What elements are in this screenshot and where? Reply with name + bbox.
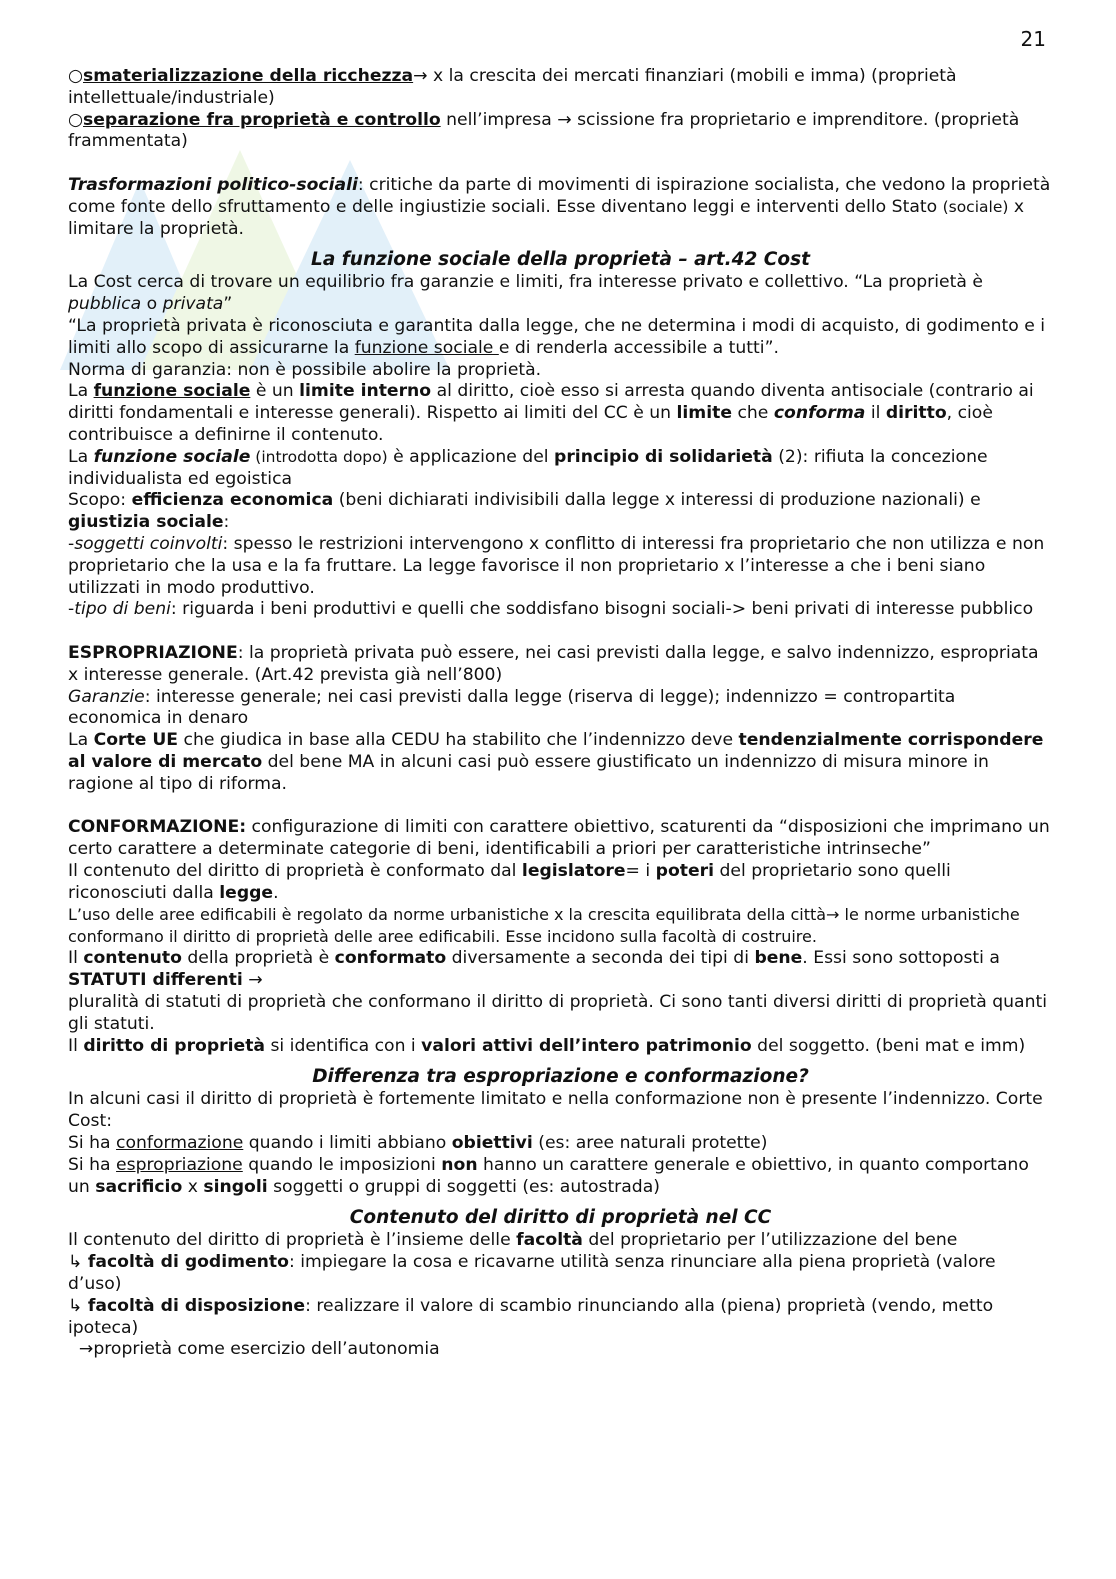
paragraph-k3: ↳ facoltà di disposizione: realizzare il valore di scambio rinunciando alla (piena) proprietà (vendo, metto ipoteca) xyxy=(68,1295,994,1338)
paragraph-d3: Si ha espropriazione quando le imposizioni non hanno un carattere generale e obiettivo, in quanto comportano un sacrificio x singoli soggetti o gruppi di soggetti (es: autostrada) xyxy=(68,1154,1029,1197)
paragraph-f7: -soggetti coinvolti: spesso le restrizioni intervengono x conflitto di interessi fra proprietario che non utilizza e non proprietario che la usa e la fa fruttare. La legge favorisce il non proprietario x l’interesse a che i beni siano utilizzati in modo produttivo. xyxy=(68,533,1045,598)
paragraph-c3: L’uso delle aree edificabili è regolato da norme urbanistiche x la crescita equilibrata della città→ le norme urbanistiche conformano il diritto di proprietà delle aree edificabili. Esse incidono sulla facoltà di costruire. xyxy=(68,905,1020,947)
return-arrow-icon: ↳ xyxy=(68,1295,88,1316)
bullet-icon: ○ xyxy=(68,66,83,86)
paragraph-f8: -tipo di beni: riguarda i beni produttivi e quelli che soddisfano bisogni sociali-> beni privati di interesse pubblico xyxy=(68,599,1034,620)
paragraph-c2: Il contenuto del diritto di proprietà è conformato dal legislatore= i poteri del proprietario sono quelli riconosciuti dalla legge. xyxy=(68,860,951,903)
return-arrow-icon: ↳ xyxy=(68,1252,88,1273)
paragraph-conformazione: CONFORMAZIONE: configurazione di limiti con carattere obiettivo, scaturenti da “disposizioni che imprimano un certo carattere a determinate categorie di beni, identificabili a priori per caratteristiche intrinseche” xyxy=(68,817,1050,860)
bullet-icon: ○ xyxy=(68,109,83,130)
document-body xyxy=(68,66,1053,1361)
paragraph-f6: Scopo: efficienza economica (beni dichiarati indivisibili dalla legge x interessi di produzione nazionali) e giustizia sociale: xyxy=(68,490,981,533)
paragraph-f4: La funzione sociale è un limite interno al diritto, cioè esso si arresta quando diventa antisociale (contrario ai diritti fondamentali e interesse generali). Rispetto ai limiti del CC è un limite che conforma il diritto, cioè contribuisce a definirne il contenuto. xyxy=(68,381,1034,445)
paragraph-f1: La Cost cerca di trovare un equilibrio fra garanzie e limiti, fra interesse privato e collettivo. “La proprietà è pubblica o privata” xyxy=(68,272,983,315)
paragraph-espropriazione: ESPROPRIAZIONE: la proprietà privata può essere, nei casi previsti dalla legge, e salvo indennizzo, espropriata x interesse generale. (Art.42 prevista già nell’800) xyxy=(68,642,1039,685)
section-heading-funzione-sociale: La funzione sociale della proprietà – art.42 Cost xyxy=(311,249,810,271)
section-heading-contenuto: Contenuto del diritto di proprietà nel CC xyxy=(349,1207,772,1229)
paragraph-f2: “La proprietà privata è riconosciuta e garantita dalla legge, che ne determina i modi di acquisto, di godimento e i limiti allo scopo di assicurarne la funzione sociale e di renderla accessibile a tutti”. xyxy=(68,315,1046,358)
paragraph-f5: La funzione sociale (introdotta dopo) è applicazione del principio di solidarietà (2): rifiuta la concezione individualista ed egoistica xyxy=(68,446,988,489)
paragraph-c6: Il diritto di proprietà si identifica con i valori attivi dell’intero patrimonio del soggetto. (beni mat e imm) xyxy=(68,1035,1026,1056)
paragraph-separazione: ○separazione fra proprietà e controllo nell’impresa → scissione fra proprietario e imprenditore. (proprietà frammentata) xyxy=(68,109,1020,152)
paragraph-k4: →proprietà come esercizio dell’autonomia xyxy=(68,1339,440,1360)
paragraph-d1: In alcuni casi il diritto di proprietà è fortemente limitato e nella conformazione non è presente l’indennizzo. Corte Cost: xyxy=(68,1089,1043,1132)
paragraph-f3: Norma di garanzia: non è possibile abolire la proprietà. xyxy=(68,359,542,380)
paragraph-trasformazioni: Trasformazioni politico-sociali: critiche da parte di movimenti di ispirazione socialista, che vedono la proprietà come fonte dello sfruttamento e delle ingiustizie sociali. Esse diventano leggi e interventi dello Stato (sociale) x limitare la proprietà. xyxy=(68,174,1051,239)
paragraph-d2: Si ha conformazione quando i limiti abbiano obiettivi (es: aree naturali protette) xyxy=(68,1133,768,1154)
section-heading-differenza: Differenza tra espropriazione e conformazione? xyxy=(312,1066,809,1088)
paragraph-smaterializzazione: ○smaterializzazione della ricchezza→ x la crescita dei mercati finanziari (mobili e imma) (proprietà intellettuale/industriale) xyxy=(68,66,957,108)
paragraph-k1: Il contenuto del diritto di proprietà è l’insieme delle facoltà del proprietario per l’utilizzazione del bene xyxy=(68,1230,958,1251)
page-number: 21 xyxy=(1020,27,1046,51)
paragraph-c4: Il contenuto della proprietà è conformato diversamente a seconda dei tipi di bene. Essi sono sottoposti a STATUTI differenti → xyxy=(68,948,1000,991)
paragraph-garanzie: Garanzie: interesse generale; nei casi previsti dalla legge (riserva di legge); indennizzo = contropartita economica in denaro xyxy=(68,686,956,729)
paragraph-k2: ↳ facoltà di godimento: impiegare la cosa e ricavarne utilità senza rinunciare alla piena proprietà (valore d’uso) xyxy=(68,1252,996,1295)
paragraph-corte-ue: La Corte UE che giudica in base alla CEDU ha stabilito che l’indennizzo deve tendenzialmente corrispondere al valore di mercato del bene MA in alcuni casi può essere giustificato un indennizzo di misura minore in ragione al tipo di riforma. xyxy=(68,730,1044,794)
paragraph-c5: pluralità di statuti di proprietà che conformano il diritto di proprietà. Ci sono tanti diversi diritti di proprietà quanti gli statuti. xyxy=(68,992,1047,1034)
